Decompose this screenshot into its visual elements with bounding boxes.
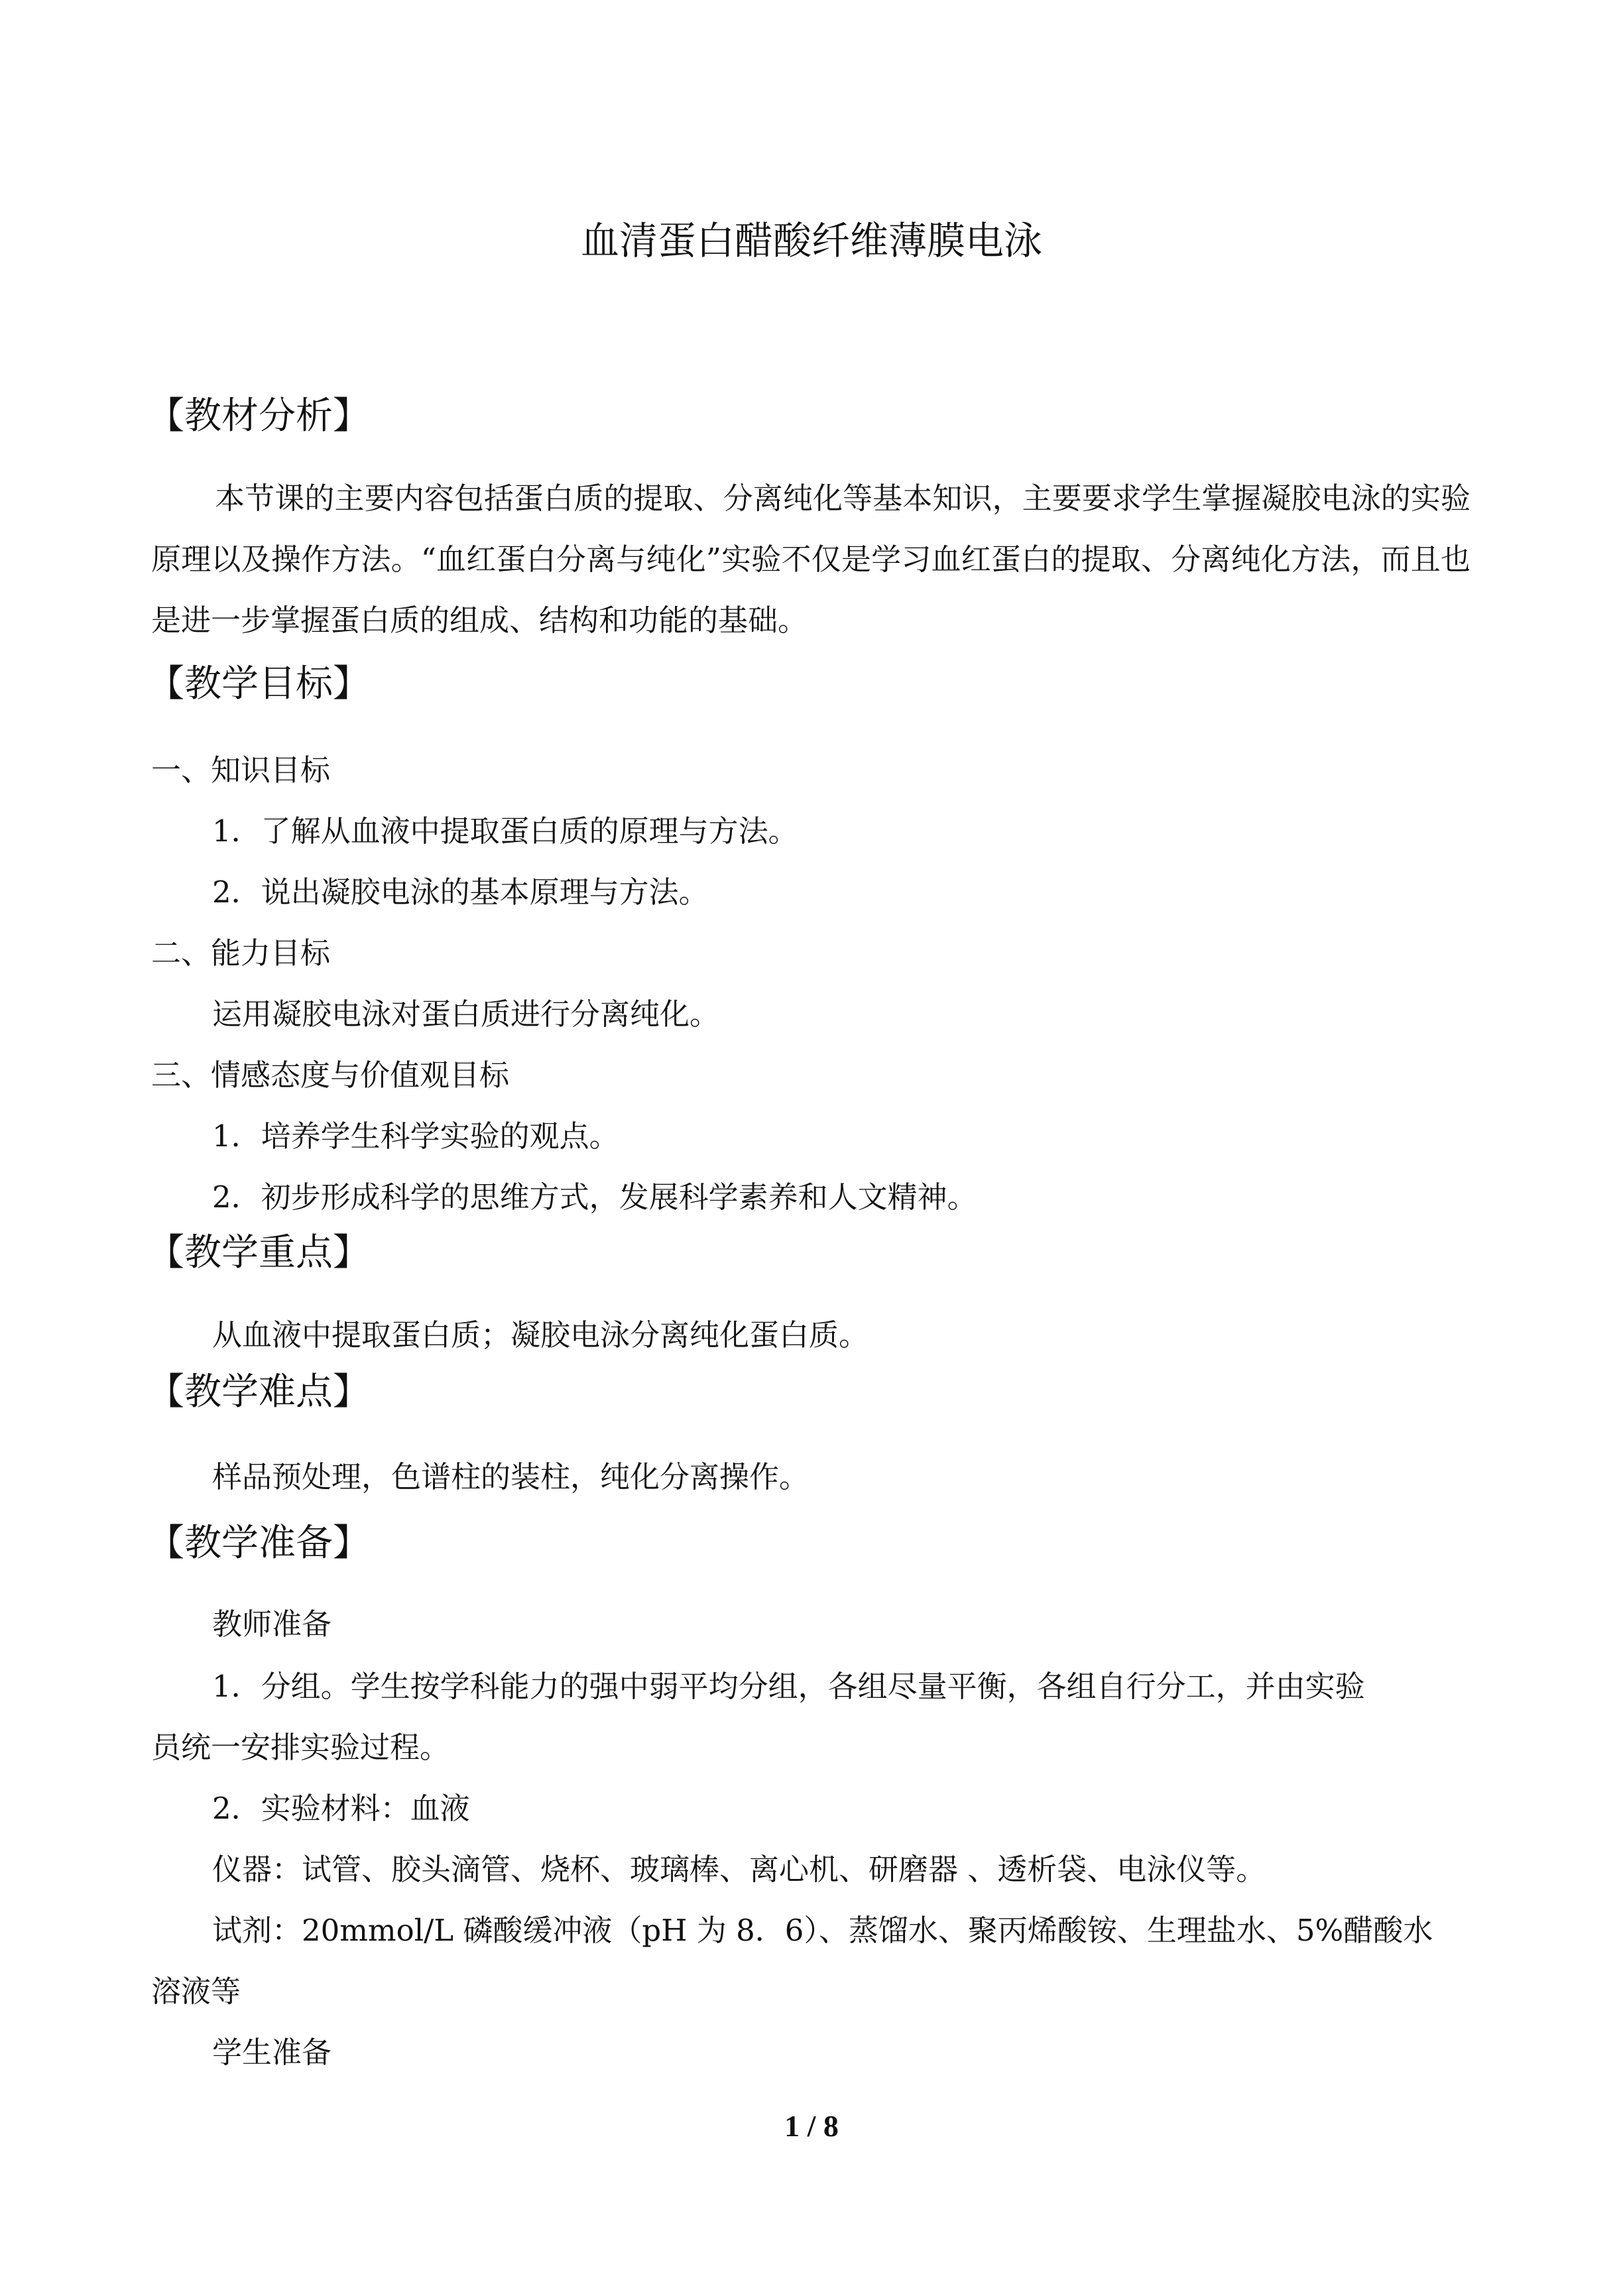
emotion-objective-1: 1．培养学生科学实验的观点。 bbox=[212, 1118, 619, 1154]
reagents-line-2: 溶液等 bbox=[151, 1974, 241, 2009]
key-points-text: 从血液中提取蛋白质；凝胶电泳分离纯化蛋白质。 bbox=[212, 1317, 869, 1353]
section-heading-objectives: 【教学目标】 bbox=[147, 662, 370, 705]
preparation-item-1-line-1: 1．分组。学生按学科能力的强中弱平均分组，各组尽量平衡，各组自行分工，并由实验 bbox=[212, 1669, 1365, 1704]
knowledge-objective-1: 1．了解从血液中提取蛋白质的原理与方法。 bbox=[212, 814, 798, 849]
knowledge-objective-2: 2．说出凝胶电泳的基本原理与方法。 bbox=[212, 875, 709, 910]
analysis-paragraph-text: 本节课的主要内容包括蛋白质的提取、分离纯化等基本知识，主要要求学生掌握凝胶电泳的实验原理以及操作方法。“血红蛋白分离与纯化”实验不仅是学习血红蛋白的提取、分离纯化方法，而且也是进一步掌握蛋白质的组成、结构和功能的基础。 bbox=[151, 481, 1471, 638]
emotion-objective-2: 2．初步形成科学的思维方式，发展科学素养和人文精神。 bbox=[212, 1179, 977, 1215]
section-heading-key-points: 【教学重点】 bbox=[147, 1231, 370, 1274]
preparation-item-2: 2．实验材料：血液 bbox=[212, 1791, 470, 1826]
instruments-list: 仪器：试管、胶头滴管、烧杯、玻璃棒、离心机、研磨器 、透析袋、电泳仪等。 bbox=[212, 1852, 1266, 1887]
student-preparation-title: 学生准备 bbox=[212, 2035, 332, 2070]
analysis-paragraph bbox=[151, 468, 1471, 651]
section-heading-difficulties: 【教学难点】 bbox=[147, 1370, 370, 1414]
reagents-line-1: 试剂：20mmol/L 磷酸缓冲液（pH 为 8．6）、蒸馏水、聚丙烯酸铵、生理盐水、5%醋酸水 bbox=[212, 1913, 1433, 1948]
teacher-preparation-title: 教师准备 bbox=[212, 1606, 332, 1642]
section-heading-preparation: 【教学准备】 bbox=[147, 1522, 370, 1565]
ability-objective-1: 运用凝胶电泳对蛋白质进行分离纯化。 bbox=[212, 997, 720, 1032]
preparation-item-1-line-2: 员统一安排实验过程。 bbox=[151, 1730, 450, 1765]
document-title: 血清蛋白醋酸纤维薄膜电泳 bbox=[580, 218, 1042, 263]
difficulties-text: 样品预处理，色谱柱的装柱，纯化分离操作。 bbox=[212, 1459, 810, 1494]
ability-objectives-title: 二、能力目标 bbox=[151, 936, 331, 971]
section-heading-analysis: 【教材分析】 bbox=[147, 394, 370, 438]
emotion-objectives-title: 三、情感态度与价值观目标 bbox=[151, 1057, 510, 1093]
knowledge-objectives-title: 一、知识目标 bbox=[151, 753, 331, 788]
page-number: 1 / 8 bbox=[784, 2109, 839, 2143]
